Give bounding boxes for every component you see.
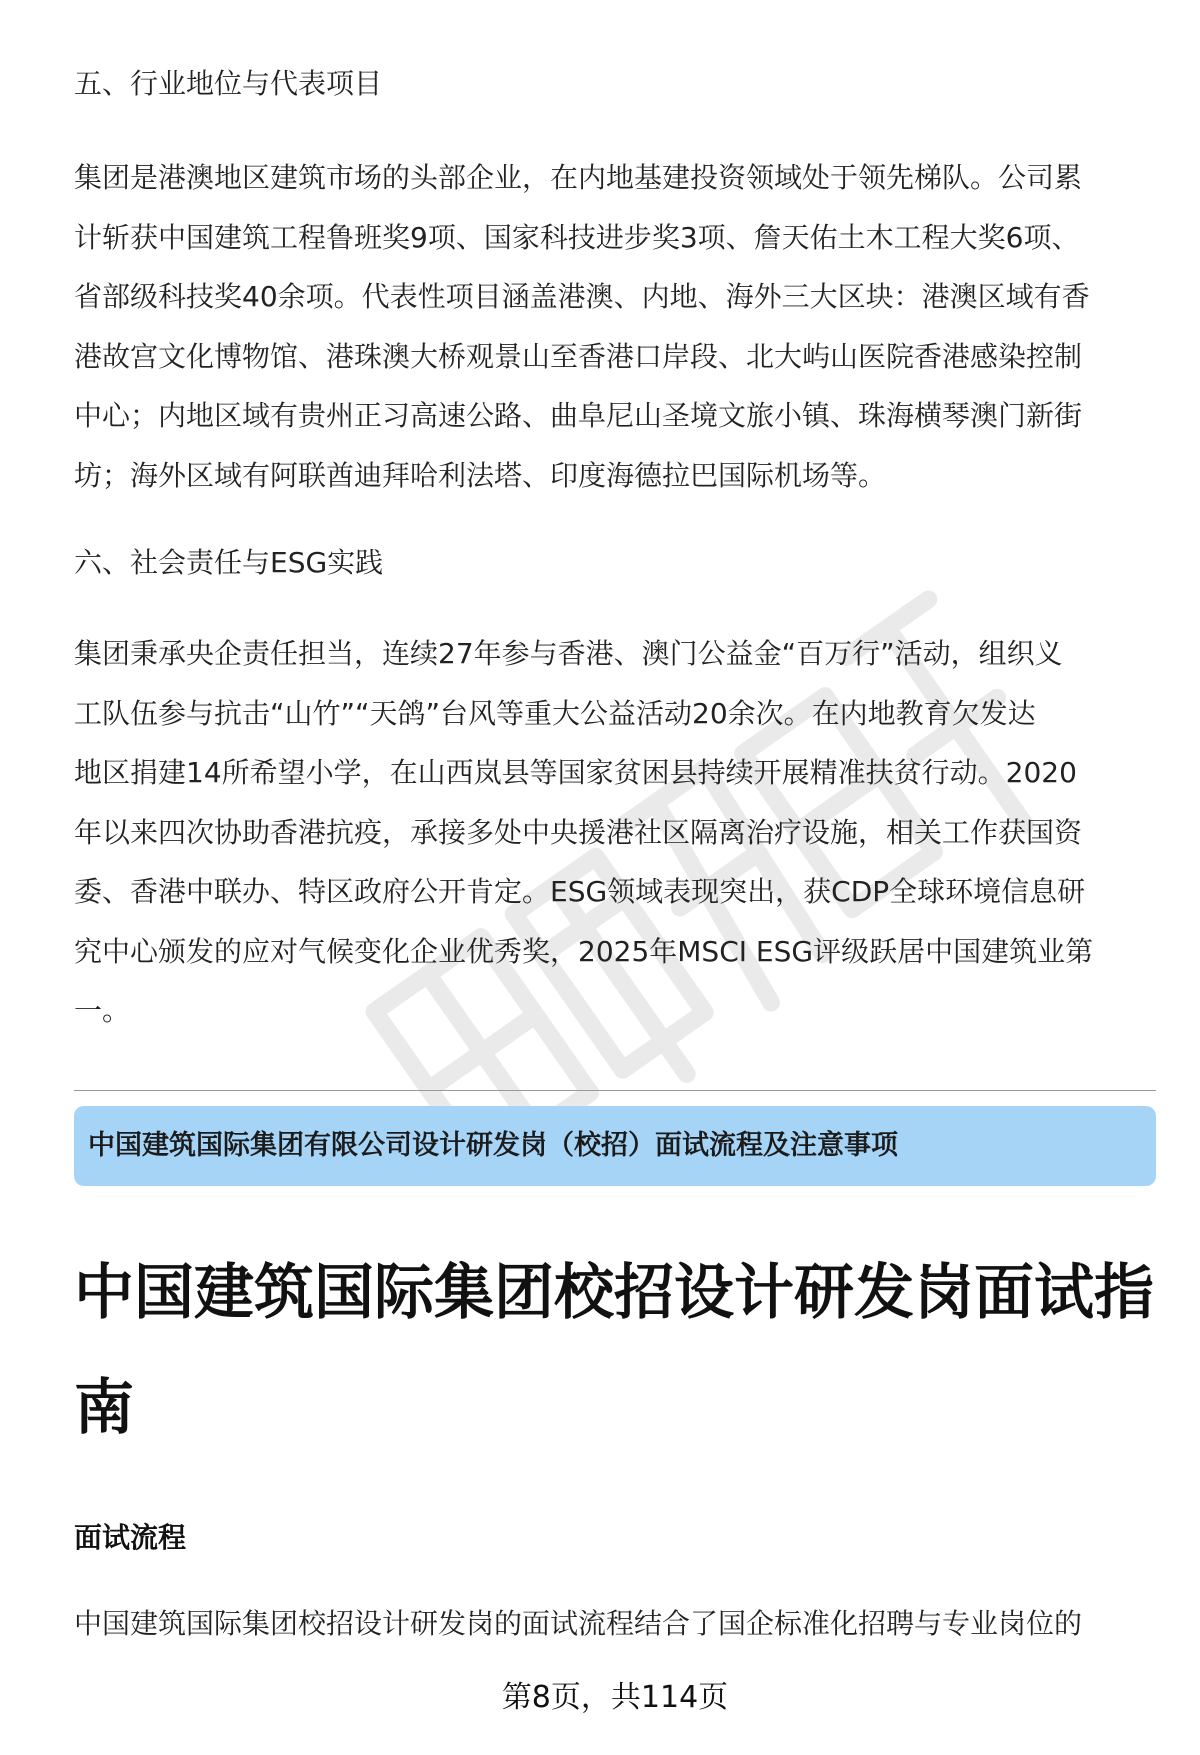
guide-title-line: 中国建筑国际集团校招设计研发岗面试指 <box>74 1258 1154 1328</box>
section-heading-csr-esg: 六、社会责任与ESG实践 <box>74 546 384 579</box>
paragraph-line: 委、香港中联办、特区政府公开肯定。ESG领域表现突出，获CDP全球环境信息研 <box>74 875 1086 908</box>
section-heading-industry-status: 五、行业地位与代表项目 <box>74 67 383 100</box>
paragraph-line: 计斩获中国建筑工程鲁班奖9项、国家科技进步奖3项、詹天佑土木工程大奖6项、 <box>74 221 1080 254</box>
paragraph-line: 地区捐建14所希望小学，在山西岚县等国家贫困县持续开展精准扶贫行动。2020 <box>74 756 1077 789</box>
paragraph-line: 工队伍参与抗击“山竹”“天鸽”台风等重大公益活动20余次。在内地教育欠发达 <box>74 697 1036 730</box>
paragraph-line: 究中心颁发的应对气候变化企业优秀奖，2025年MSCI ESG评级跃居中国建筑业第 <box>74 935 1094 968</box>
paragraph-line: 集团是港澳地区建筑市场的头部企业，在内地基建投资领域处于领先梯队。公司累 <box>74 161 1083 194</box>
paragraph-line: 集团秉承央企责任担当，连续27年参与香港、澳门公益金“百万行”活动，组织义 <box>74 637 1063 670</box>
chapter-banner <box>74 1106 1156 1186</box>
paragraph-line: 中心；内地区域有贵州正习高速公路、曲阜尼山圣境文旅小镇、珠海横琴澳门新街 <box>74 399 1083 432</box>
section-divider <box>74 1090 1156 1091</box>
paragraph-line: 港故宫文化博物馆、港珠澳大桥观景山至香港口岸段、北大屿山医院香港感染控制 <box>74 340 1083 373</box>
paragraph-line: 一。 <box>74 994 131 1027</box>
paragraph-line: 省部级科技奖40余项。代表性项目涵盖港澳、内地、海外三大区块：港澳区域有香 <box>74 280 1090 313</box>
interview-process-heading: 面试流程 <box>74 1521 187 1554</box>
paragraph-line: 坊；海外区域有阿联酋迪拜哈利法塔、印度海德拉巴国际机场等。 <box>74 459 887 492</box>
interview-process-intro: 中国建筑国际集团校招设计研发岗的面试流程结合了国企标准化招聘与专业岗位的 <box>74 1607 1083 1640</box>
document-page <box>74 0 1156 1755</box>
paragraph-line: 年以来四次协助香港抗疫，承接多处中央援港社区隔离治疗设施，相关工作获国资 <box>74 816 1083 849</box>
chapter-banner-title: 中国建筑国际集团有限公司设计研发岗（校招）面试流程及注意事项 <box>88 1130 898 1161</box>
page-number: 第8页，共114页 <box>501 1680 729 1715</box>
guide-title-line: 南 <box>74 1373 134 1443</box>
